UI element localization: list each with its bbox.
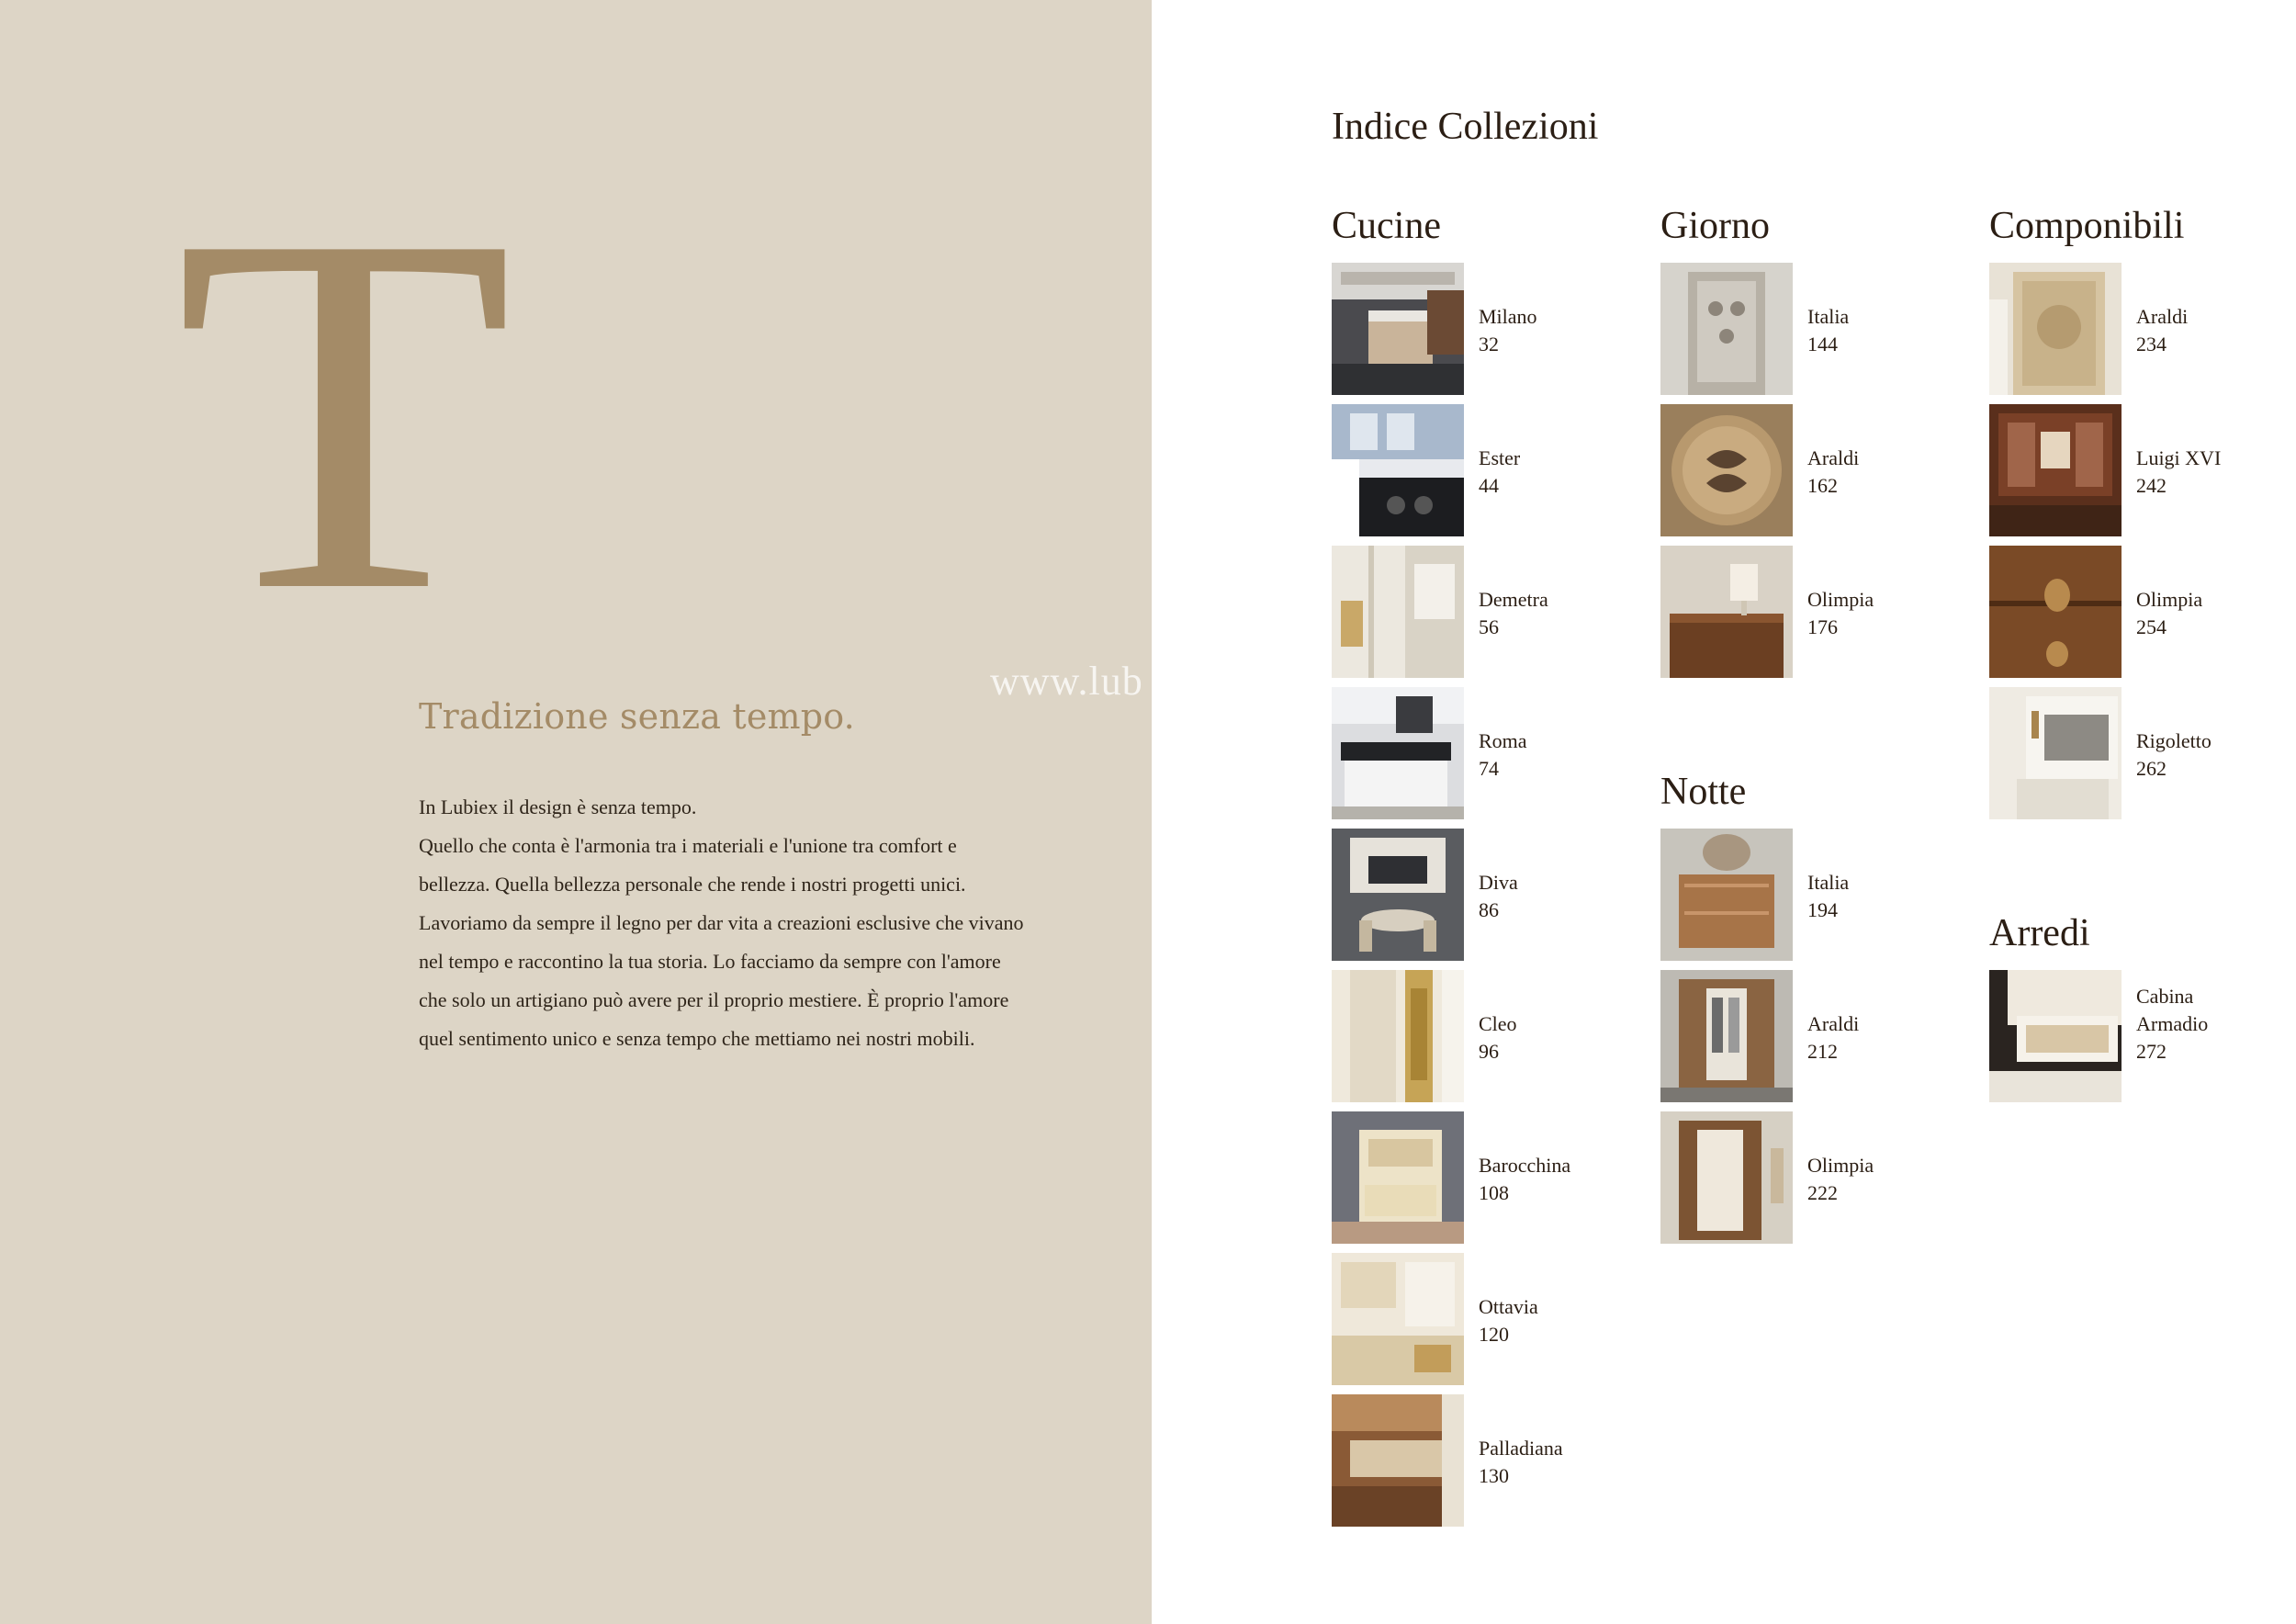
index-entry-giorno-araldi[interactable] [1660, 404, 1973, 536]
entry-page: 130 [1479, 1464, 1509, 1487]
entry-name: Araldi [1807, 1012, 1860, 1035]
kitchen-thumbnail [1332, 1111, 1464, 1244]
kitchen-thumbnail [1332, 687, 1464, 819]
entry-name: Roma [1479, 729, 1527, 752]
index-entry-cleo[interactable] [1332, 970, 1644, 1102]
entry-name: Ester [1479, 446, 1521, 469]
index-entry-roma[interactable] [1332, 687, 1644, 819]
modular-thumbnail [1989, 263, 2122, 395]
index-entry-ottavia[interactable] [1332, 1253, 1644, 1385]
entry-name: Palladiana [1479, 1437, 1563, 1460]
intro-line: nel tempo e raccontino la tua storia. Lo facciamo da sempre con l'amore [419, 950, 1001, 973]
index-entry-notte-araldi[interactable] [1660, 970, 1973, 1102]
entry-page: 144 [1807, 333, 1838, 355]
entry-name: Diva [1479, 871, 1518, 894]
entry-page: 56 [1479, 615, 1499, 638]
index-entry-componibili-araldi[interactable] [1989, 263, 2296, 395]
entry-name: Olimpia [2136, 588, 2203, 611]
entry-name: Olimpia [1807, 588, 1874, 611]
intro-text [419, 788, 1062, 1058]
section-title-notte: Notte [1660, 771, 1747, 813]
entry-name: Ottavia [1479, 1295, 1538, 1318]
entry-page: 32 [1479, 333, 1499, 355]
entry-page: 194 [1807, 898, 1838, 921]
living-thumbnail [1660, 263, 1793, 395]
entry-page: 212 [1807, 1040, 1838, 1063]
index-entry-milano[interactable] [1332, 263, 1644, 395]
kitchen-thumbnail [1332, 970, 1464, 1102]
intro-line: bellezza. Quella bellezza personale che rende i nostri progetti unici. [419, 873, 966, 896]
entry-page: 120 [1479, 1323, 1509, 1346]
index-entry-notte-olimpia[interactable] [1660, 1111, 1973, 1244]
index-entry-componibili-olimpia[interactable] [1989, 546, 2296, 678]
entry-page: 222 [1807, 1181, 1838, 1204]
entry-name: Demetra [1479, 588, 1548, 611]
living-thumbnail [1660, 546, 1793, 678]
watermark: www.lub [990, 659, 1143, 704]
index-entry-notte-italia[interactable] [1660, 829, 1973, 961]
index-entry-giorno-olimpia[interactable] [1660, 546, 1973, 678]
furnishing-thumbnail [1989, 970, 2122, 1102]
kitchen-thumbnail [1332, 263, 1464, 395]
kitchen-thumbnail [1332, 404, 1464, 536]
bedroom-thumbnail [1660, 829, 1793, 961]
modular-thumbnail [1989, 404, 2122, 536]
intro-line: Quello che conta è l'armonia tra i materiali e l'unione tra comfort e [419, 834, 957, 857]
entry-page: 254 [2136, 615, 2167, 638]
index-entry-componibili-rigoletto[interactable] [1989, 687, 2296, 819]
entry-page: 108 [1479, 1181, 1509, 1204]
modular-thumbnail [1989, 687, 2122, 819]
intro-line: Lavoriamo da sempre il legno per dar vita a creazioni esclusive che vivano [419, 911, 1024, 934]
entry-page: 234 [2136, 333, 2167, 355]
index-entry-ester[interactable] [1332, 404, 1644, 536]
index-title: Indice Collezioni [1332, 106, 1599, 148]
kitchen-thumbnail [1332, 1394, 1464, 1527]
entry-name: Araldi [2136, 305, 2189, 328]
bedroom-thumbnail [1660, 970, 1793, 1102]
entry-name-line: Cabina [2136, 985, 2194, 1008]
entry-page: 272 [2136, 1040, 2167, 1063]
entry-name: Cleo [1479, 1012, 1517, 1035]
intro-line: che solo un artigiano può avere per il proprio mestiere. È proprio l'amore [419, 988, 1009, 1011]
index-entry-diva[interactable] [1332, 829, 1644, 961]
intro-line: In Lubiex il design è senza tempo. [419, 795, 697, 818]
section-title-componibili: Componibili [1989, 205, 2185, 247]
kitchen-thumbnail [1332, 546, 1464, 678]
index-entry-barocchina[interactable] [1332, 1111, 1644, 1244]
entry-name: Luigi XVI [2136, 446, 2222, 469]
entry-name: Rigoletto [2136, 729, 2212, 752]
section-title-cucine: Cucine [1332, 205, 1441, 247]
index-entry-demetra[interactable] [1332, 546, 1644, 678]
entry-name: Araldi [1807, 446, 1860, 469]
entry-name: Olimpia [1807, 1154, 1874, 1177]
decorative-big-letter: T [174, 129, 514, 698]
section-title-giorno: Giorno [1660, 205, 1770, 247]
index-entry-palladiana[interactable] [1332, 1394, 1644, 1527]
intro-line: quel sentimento unico e senza tempo che mettiamo nei nostri mobili. [419, 1027, 975, 1050]
index-entry-giorno-italia[interactable] [1660, 263, 1973, 395]
entry-name-line: Armadio [2136, 1012, 2209, 1035]
living-thumbnail [1660, 404, 1793, 536]
entry-page: 96 [1479, 1040, 1499, 1063]
entry-page: 176 [1807, 615, 1838, 638]
entry-page: 86 [1479, 898, 1499, 921]
entry-page: 44 [1479, 474, 1499, 497]
entry-name: Italia [1807, 305, 1850, 328]
entry-name: Barocchina [1479, 1154, 1571, 1177]
modular-thumbnail [1989, 546, 2122, 678]
entry-page: 242 [2136, 474, 2167, 497]
kitchen-thumbnail [1332, 1253, 1464, 1385]
section-title-arredi: Arredi [1989, 912, 2090, 954]
index-entry-componibili-luigi-xvi[interactable] [1989, 404, 2296, 536]
kitchen-thumbnail [1332, 829, 1464, 961]
entry-name: Milano [1479, 305, 1537, 328]
tagline: Tradizione senza tempo. [419, 696, 855, 737]
entry-page: 74 [1479, 757, 1499, 780]
entry-page: 162 [1807, 474, 1838, 497]
bedroom-thumbnail [1660, 1111, 1793, 1244]
entry-page: 262 [2136, 757, 2167, 780]
entry-name: Italia [1807, 871, 1850, 894]
index-entry-arredi-cabina-armadio[interactable] [1989, 970, 2296, 1102]
